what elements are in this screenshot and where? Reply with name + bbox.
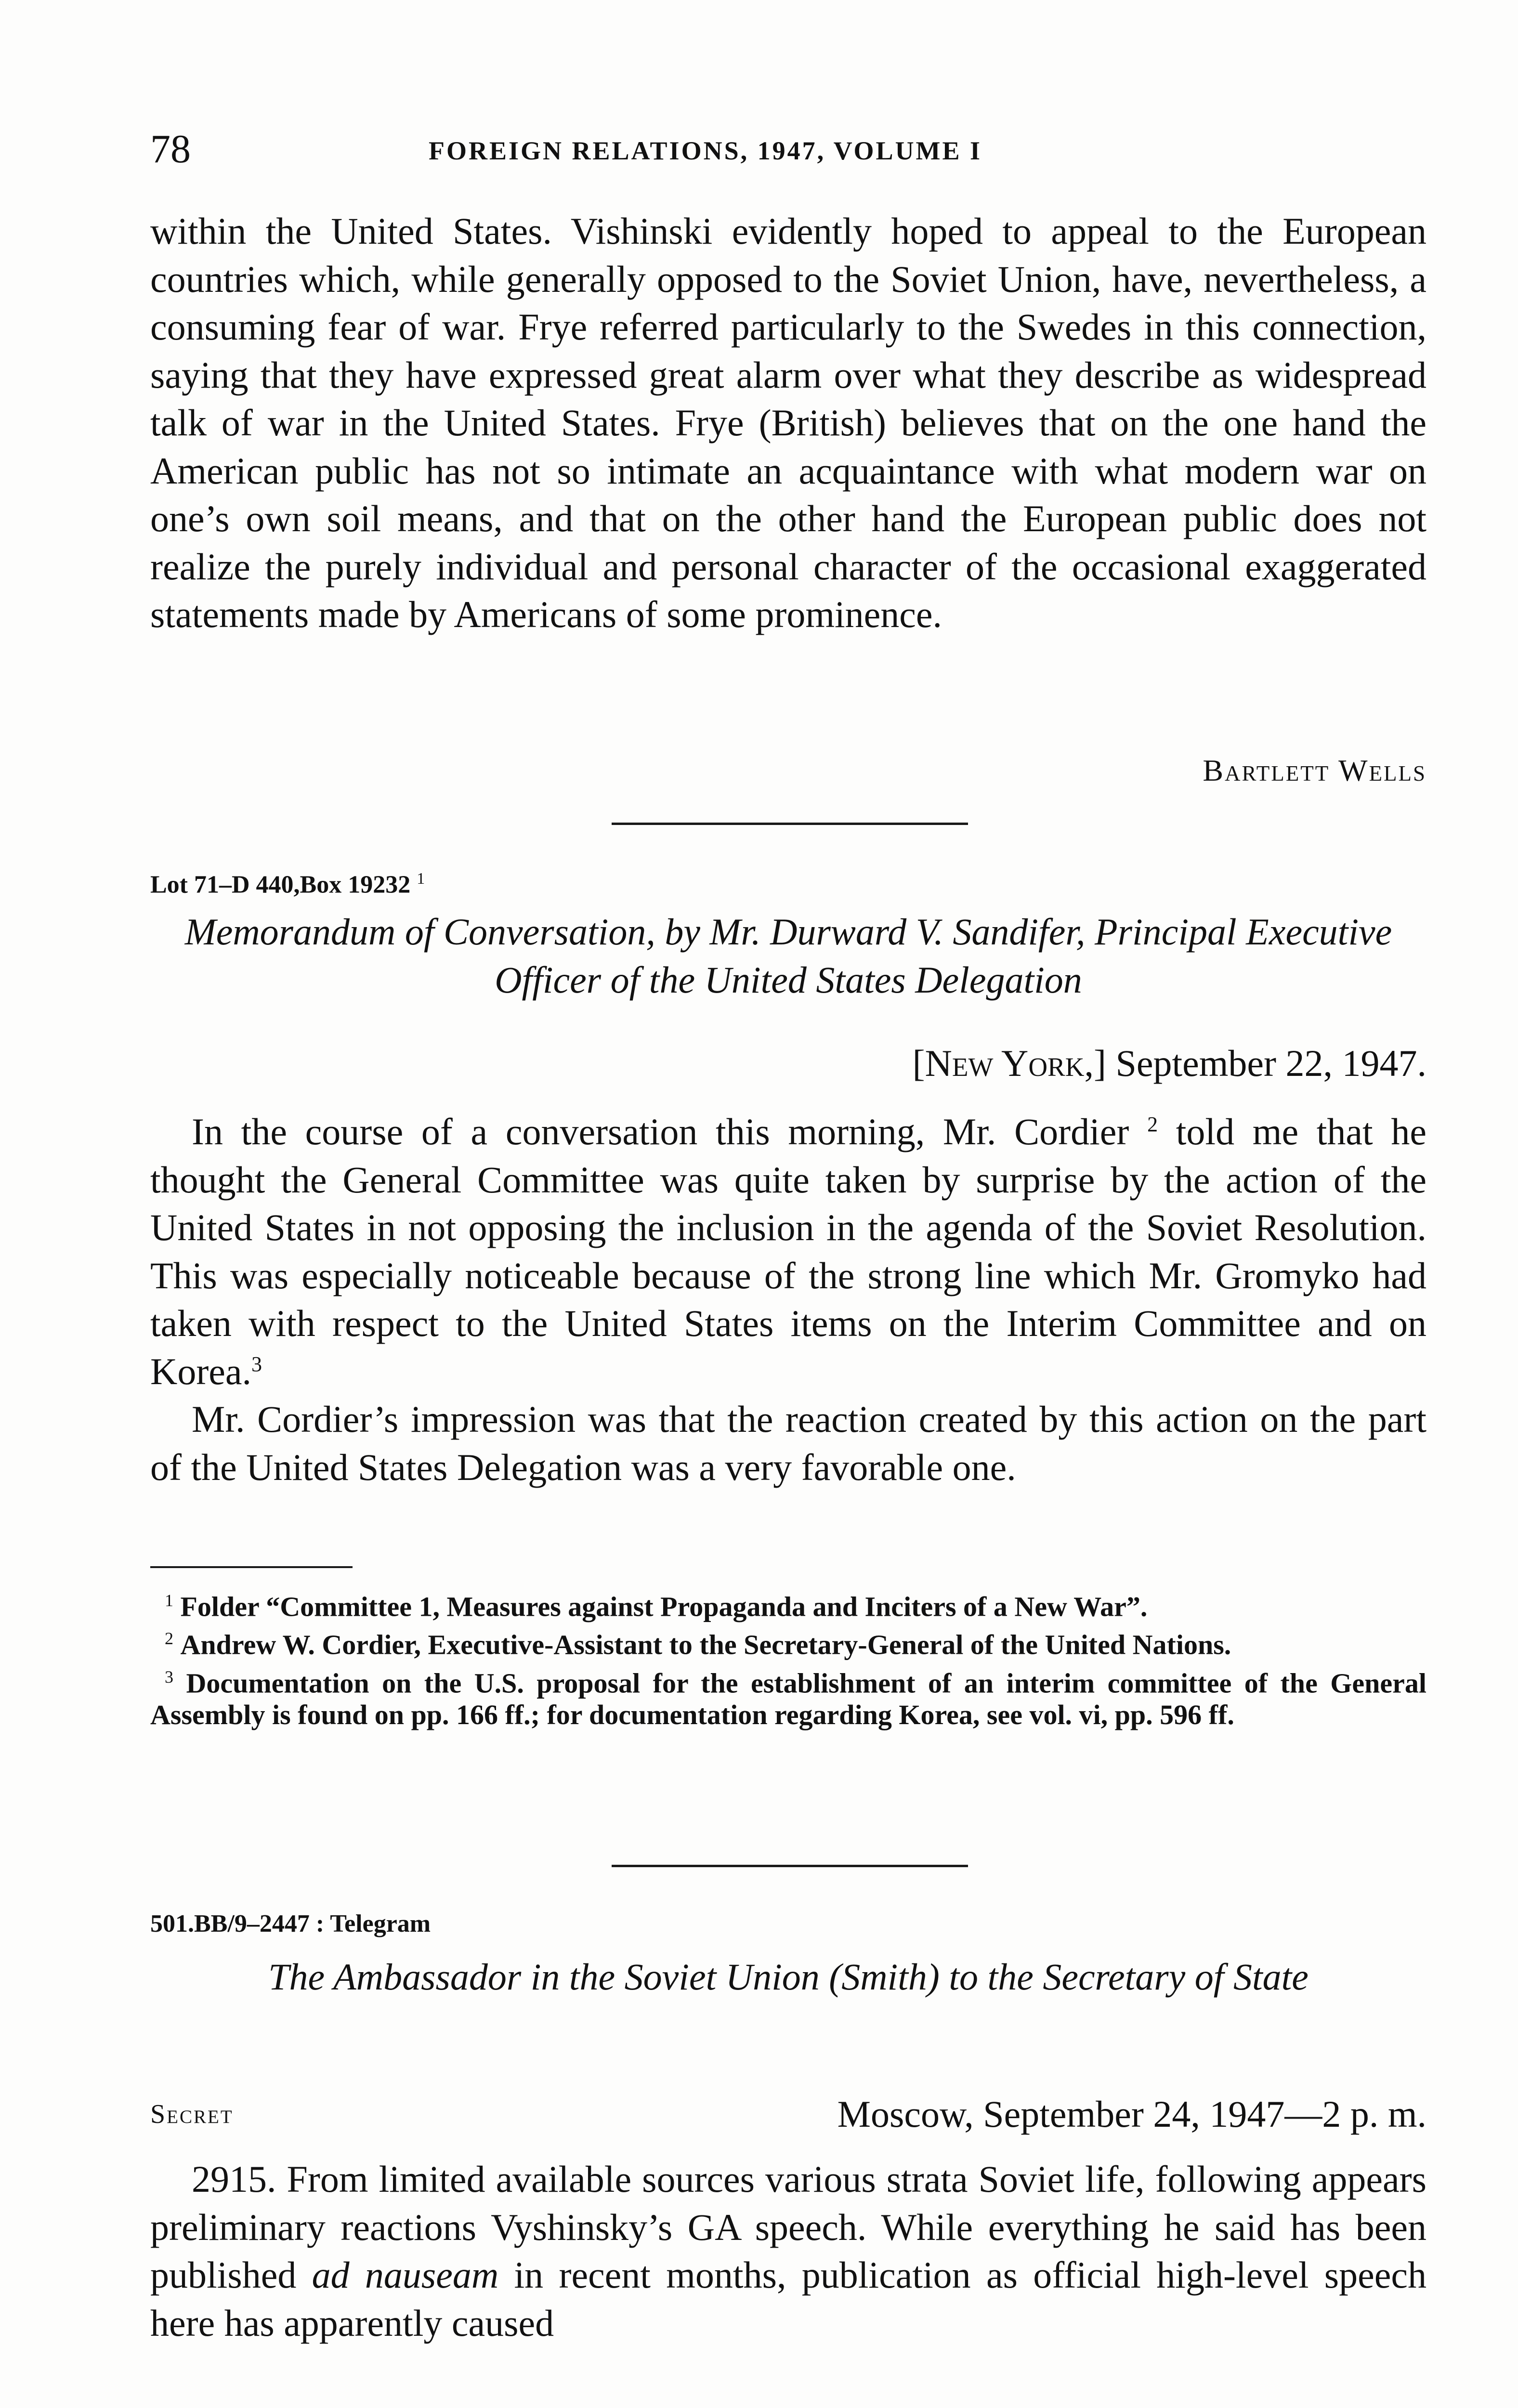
document-title: Memorandum of Conversation, by Mr. Durward V. Sandifer, Principal Executive Officer of the United States Delegation bbox=[184, 911, 1392, 1001]
document-reference: 501.BB/9–2447 : Telegram bbox=[150, 1910, 431, 1937]
footnote-ref: 3 bbox=[251, 1352, 262, 1376]
footnote-rule bbox=[150, 1566, 353, 1568]
footnotes bbox=[150, 1584, 1426, 1731]
document-title: The Ambassador in the Soviet Union (Smith) to the Secretary of State bbox=[268, 1956, 1309, 1998]
footnote-2: $^2$ Andrew W. Cordier, Executive-Assistant to the Secretary-General of the United Nations. bbox=[165, 1629, 1231, 1661]
dateline-place: New York, bbox=[925, 1042, 1094, 1084]
memo-paragraph-2: Mr. Cordier’s impression was that the reaction created by this action on the part of the United States Delegation was a very favorable one. bbox=[150, 1398, 1426, 1488]
signature: Bartlett Wells bbox=[1203, 753, 1426, 787]
telegram-paragraph: 2915. From limited available sources various strata Soviet life, following appears preliminary reactions Vyshinsky’s GA speech. While everything he said has been published ad nauseam in recent months, publication as official high-level speech here has apparently caused bbox=[150, 2158, 1427, 2344]
dateline: Moscow, September 24, 1947—2 p. m. bbox=[837, 2093, 1426, 2135]
latin-phrase: ad nauseam bbox=[312, 2254, 499, 2296]
page-header bbox=[150, 123, 1426, 176]
dateline: [New York,] September 22, 1947. bbox=[912, 1042, 1426, 1084]
classification-label: Secret bbox=[150, 2099, 234, 2129]
footnote-3: $^3$ Documentation on the U.S. proposal for the establishment of an interim committee of the General Assembly is found on pp. 166 ff.; for documentation regarding Korea, see vol. vi, pp. 596 ff. bbox=[150, 1667, 1426, 1730]
memo-paragraph-1: In the course of a conversation this morning, Mr. Cordier $^2$ told me that he thought the General Committee was quite taken by surprise by the action of the United States in not opposing the inclusion in the agenda of the Soviet Resolution. This was especially noticeable because of the strong line which Mr. Gromyko had taken with respect to the United States items on the Interim Committee and on Korea.$^3$ bbox=[150, 1111, 1427, 1392]
section-divider bbox=[612, 823, 968, 825]
document-reference: Lot 71–D 440,Box 19232 $^1$ bbox=[150, 870, 425, 899]
page-number: 78 bbox=[150, 127, 191, 171]
running-head: FOREIGN RELATIONS, 1947, VOLUME I bbox=[429, 136, 982, 165]
footnote-1: $^1$ Folder “Committee 1, Measures against Propaganda and Inciters of a New War”. bbox=[165, 1591, 1148, 1623]
continuation-paragraph: within the United States. Vishinski evidently hoped to appeal to the European countries which, while generally opposed to the Soviet Union, have, nevertheless, a consuming fear of war. Frye referred particularly to the Swedes in this connection, saying that they have expressed great alarm over what they describe as widespread talk of war in the United States. Frye (British) believes that on the one hand the American public has not so intimate an acquaintance with what modern war on one’s own soil means, and that on the other hand the European public does not realize the purely individual and personal character of the occasional exaggerated statements made by Americans of some prominence. bbox=[150, 210, 1426, 635]
section-divider bbox=[612, 1865, 968, 1867]
footnote-ref: 2 bbox=[1147, 1112, 1158, 1136]
footnote-ref: 1 bbox=[417, 870, 425, 888]
dateline-date: September 22, 1947. bbox=[1115, 1042, 1426, 1084]
